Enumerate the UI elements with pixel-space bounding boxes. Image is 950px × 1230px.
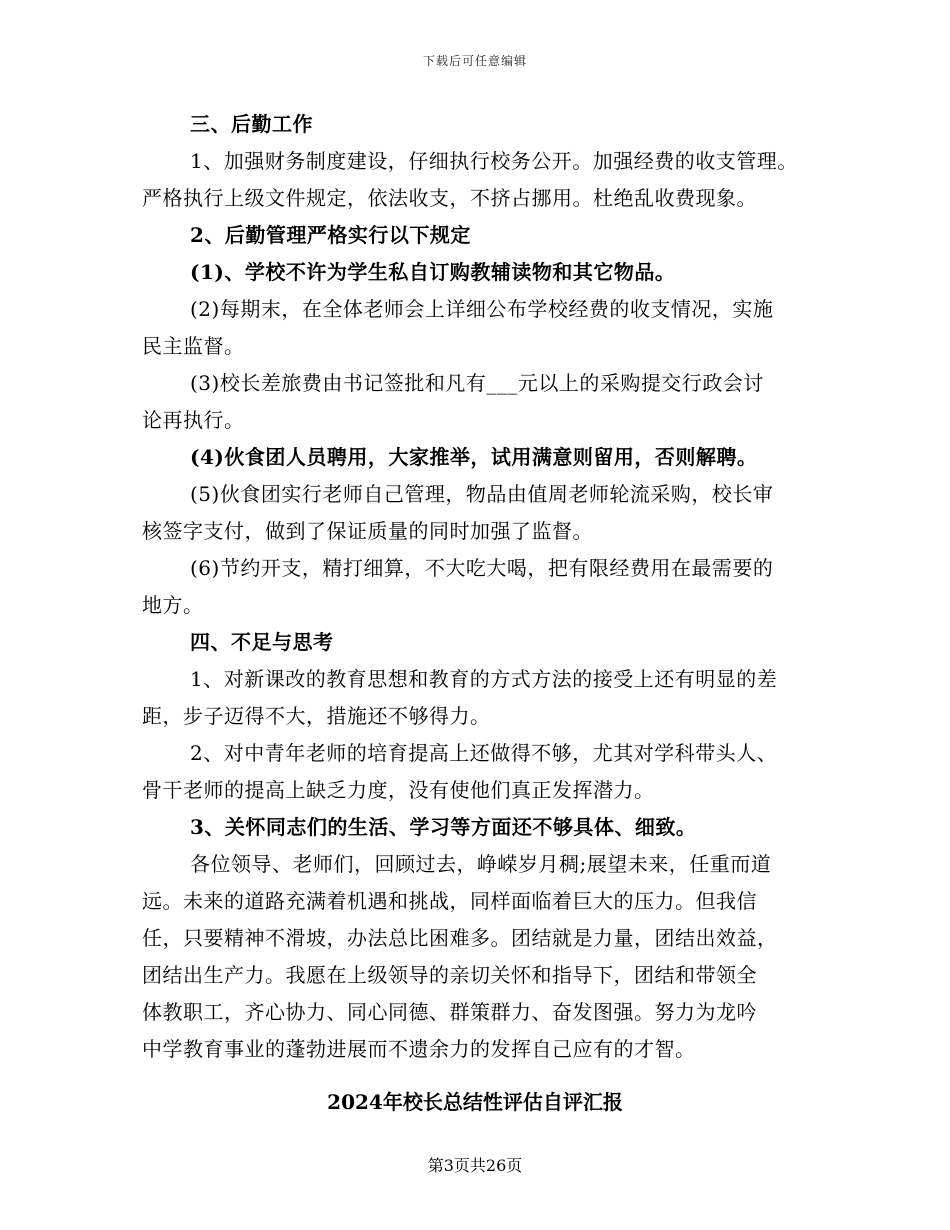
text-line: 任，只要精神不滑坡，办法总比困难多。团结就是力量，团结出效益， [142, 926, 778, 950]
text-line: 距，步子迈得不大，措施还不够得力。 [142, 704, 491, 728]
text-line: 地方。 [142, 593, 204, 617]
text-line: 1、对新课改的教育思想和教育的方式方法的接受上还有明显的差 [190, 667, 778, 691]
text-line: 3、关怀同志们的生活、学习等方面还不够具体、细致。 [190, 815, 697, 839]
text-line: 论再执行。 [142, 408, 245, 432]
page-footer: 第3页共26页 [427, 1156, 523, 1175]
text-line: 民主监督。 [142, 334, 245, 358]
text-line: 严格执行上级文件规定，依法收支，不挤占挪用。杜绝乱收费现象。 [142, 186, 757, 210]
text-line: 中学教育事业的蓬勃进展而不遗余力的发挥自己应有的才智。 [142, 1037, 696, 1061]
text-line: 远。未来的道路充满着机遇和挑战，同样面临着巨大的压力。但我信 [142, 889, 757, 913]
text-line: 四、不足与思考 [190, 630, 334, 654]
text-line: 三、后勤工作 [190, 112, 313, 136]
text-line: (3)校长差旅费由书记签批和凡有___元以上的采购提交行政会讨 [190, 371, 764, 395]
text-line: 团结出生产力。我愿在上级领导的亲切关怀和指导下，团结和带领全 [142, 963, 757, 987]
text-line: (4)伙食团人员聘用，大家推举，试用满意则留用，否则解聘。 [190, 445, 758, 469]
text-line: 2、后勤管理严格实行以下规定 [190, 223, 471, 247]
text-line: (2)每期末，在全体老师会上详细公布学校经费的收支情况，实施 [190, 297, 774, 321]
text-line: 1、加强财务制度建设，仔细执行校务公开。加强经费的收支管理。 [190, 149, 798, 173]
text-line: 各位领导、老师们，回顾过去，峥嵘岁月稠;展望未来，任重而道 [190, 852, 772, 876]
text-line: 核签字支付，做到了保证质量的同时加强了监督。 [142, 519, 593, 543]
text-line: (5)伙食团实行老师自己管理，物品由值周老师轮流采购，校长审 [190, 482, 774, 506]
text-line: 体教职工，齐心协力、同心同德、群策群力、奋发图强。努力为龙吟 [142, 1000, 757, 1024]
document-body [142, 106, 810, 1068]
text-line: (6)节约开支，精打细算，不大吃大喝，把有限经费用在最需要的 [190, 556, 774, 580]
text-line: (1)、学校不许为学生私自订购教辅读物和其它物品。 [190, 260, 676, 284]
text-line: 2、对中青年老师的培育提高上还做得不够，尤其对学科带头人、 [190, 741, 778, 765]
page-header: 下载后可任意编辑 [422, 54, 527, 68]
section-title: 2024年校长总结性评估自评汇报 [327, 1090, 623, 1114]
text-line: 骨干老师的提高上缺乏力度，没有使他们真正发挥潜力。 [142, 778, 655, 802]
